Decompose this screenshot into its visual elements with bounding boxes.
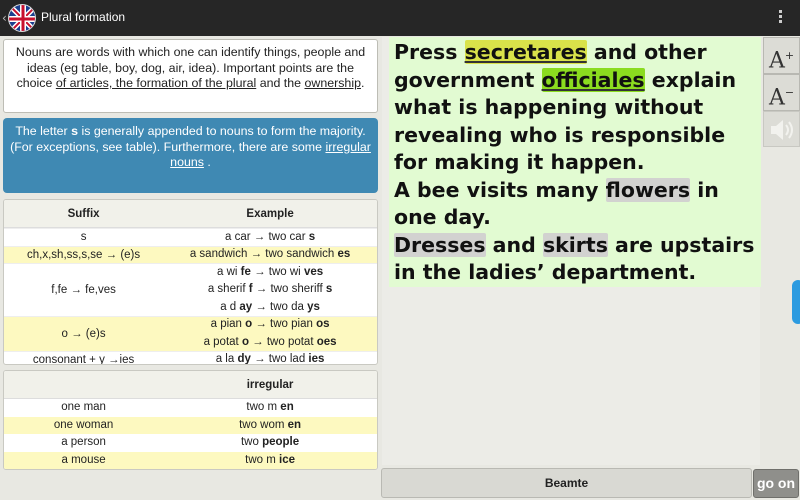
singular-cell: one woman bbox=[53, 418, 114, 431]
uk-flag-icon[interactable] bbox=[8, 4, 36, 32]
example-line: a pian o → two pian os bbox=[210, 318, 330, 330]
irregular-header: irregular bbox=[246, 379, 294, 391]
font-increase-button[interactable]: A+ bbox=[763, 37, 800, 74]
word-skirts[interactable]: skirts bbox=[542, 232, 608, 257]
table-row bbox=[4, 399, 377, 417]
example-line: a sandwich → two sandwich es bbox=[189, 248, 351, 260]
suffix-table bbox=[3, 199, 378, 365]
word-secretares[interactable]: secretares bbox=[464, 40, 587, 64]
singular-cell: a mouse bbox=[61, 453, 106, 466]
example-cell bbox=[163, 229, 377, 247]
table-row bbox=[4, 246, 377, 264]
example-line: a potat o → two potat oes bbox=[203, 335, 337, 348]
articles-plural-link[interactable]: of articles, the formation of the plural bbox=[55, 76, 257, 90]
singular-cell: one man bbox=[61, 401, 106, 413]
table-row bbox=[4, 228, 377, 246]
word-officiales[interactable]: officiales bbox=[541, 67, 645, 92]
irregular-table bbox=[3, 370, 378, 470]
table-header bbox=[4, 371, 377, 399]
plural-cell: two m ice bbox=[245, 453, 295, 466]
action-bar bbox=[0, 0, 800, 36]
table-row bbox=[4, 263, 377, 316]
suffix-cell: o → (e)s bbox=[61, 327, 106, 340]
word-flowers[interactable]: flowers bbox=[605, 177, 691, 202]
suffix-cell: f,fe → fe,ves bbox=[51, 283, 116, 296]
example-cell bbox=[163, 351, 377, 365]
intro-text: Nouns are words with which one can identify things, people and ideas (eg table, boy, dog, air, idea). Important points are the choice of articles, the formation of the plural and the ownership. bbox=[3, 39, 378, 113]
suffix-cell: ch,x,sh,ss,s,se → (e)s bbox=[27, 248, 141, 261]
example-line: a d ay → two da ys bbox=[220, 300, 320, 313]
table-row bbox=[4, 434, 377, 452]
suffix-cell: consonant + y →ies bbox=[32, 353, 135, 365]
singular-cell: a person bbox=[61, 436, 106, 448]
plural-cell: two m en bbox=[246, 401, 294, 413]
table-header bbox=[4, 200, 377, 228]
example-line: a car → two car s bbox=[225, 230, 316, 243]
go-on-button[interactable]: go on bbox=[753, 469, 799, 498]
table-row bbox=[4, 316, 377, 351]
plural-cell: two wom en bbox=[239, 418, 302, 431]
table-row bbox=[4, 452, 377, 470]
answer-button[interactable]: Beamte bbox=[381, 468, 752, 498]
example-line: a wi fe → two wi ves bbox=[217, 265, 324, 278]
side-drawer-handle[interactable] bbox=[792, 280, 800, 324]
suffix-header: Suffix bbox=[67, 208, 100, 220]
font-decrease-button[interactable]: A− bbox=[763, 74, 800, 111]
reading-text: Press secretares and other government officiales explain what is happening without revealing who is responsible for making it happen. A bee visits many flowers in one day. Dresses and skirts are upstairs in the ladies’ department. bbox=[389, 37, 761, 287]
example-cell bbox=[163, 264, 377, 317]
plural-cell: two people bbox=[240, 436, 300, 448]
suffix-cell: s bbox=[80, 231, 87, 244]
example-cell bbox=[163, 316, 377, 351]
info-box: The letter s is generally appended to nouns to form the majority. (For exceptions, see table). Furthermore, there are some irregular nouns . bbox=[3, 118, 378, 193]
overflow-menu-icon[interactable] bbox=[774, 8, 786, 28]
example-line: a sherif f → two sheriff s bbox=[207, 283, 333, 295]
speaker-button[interactable] bbox=[763, 111, 800, 147]
page-title: Plural formation bbox=[41, 10, 126, 24]
table-row bbox=[4, 417, 377, 435]
example-header: Example bbox=[246, 208, 294, 220]
word-dresses[interactable]: Dresses bbox=[394, 232, 486, 257]
speaker-icon bbox=[764, 112, 800, 148]
table-row bbox=[4, 351, 377, 366]
irregular-nouns-link[interactable]: irregular nouns bbox=[170, 139, 371, 169]
example-line: a la dy → two lad ies bbox=[215, 353, 325, 365]
example-cell bbox=[163, 246, 377, 264]
chevron-left-icon[interactable]: ‹ bbox=[2, 11, 7, 25]
ownership-link[interactable]: ownership bbox=[304, 76, 361, 90]
